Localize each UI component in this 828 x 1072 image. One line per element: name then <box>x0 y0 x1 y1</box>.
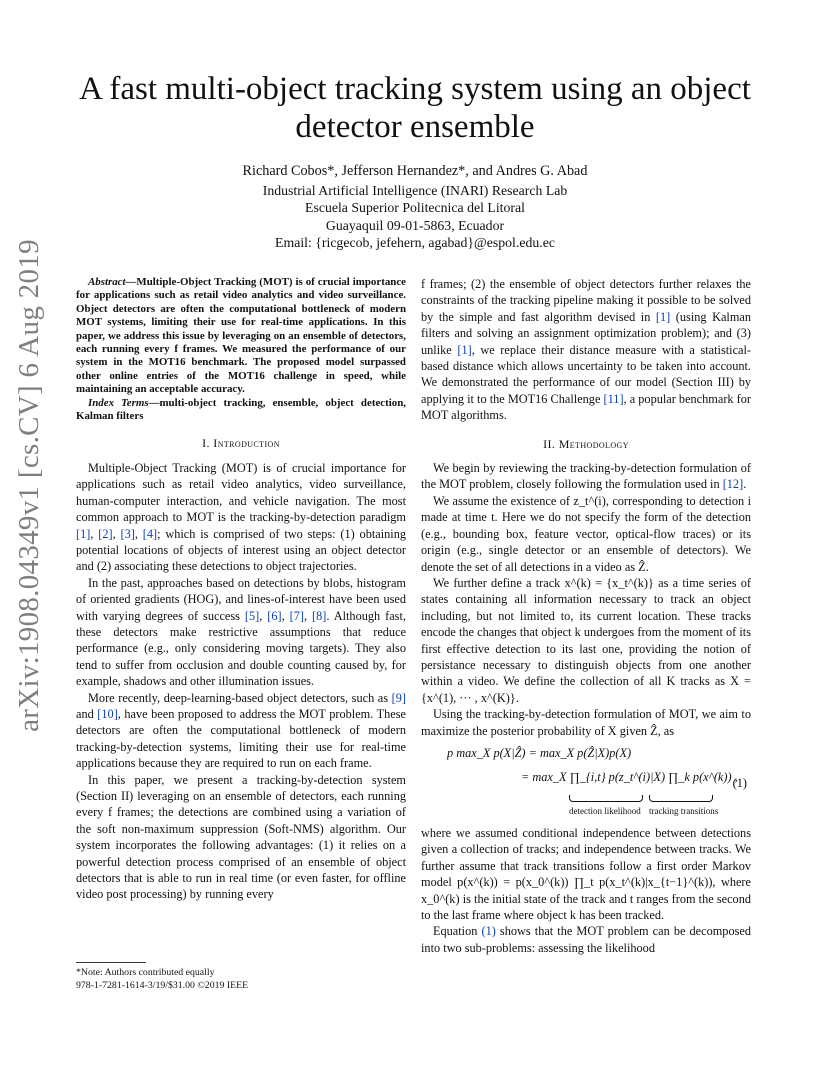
author-names: Richard Cobos*, Jefferson Hernandez*, and Andres G. Abad <box>242 163 588 179</box>
author-affiliation-city: Guayaquil 09-01-5863, Ecuador <box>325 217 505 233</box>
text-run: We begin by reviewing the tracking-by-detection formulation of the MOT problem, closely following the formulation used in <box>421 461 751 492</box>
text-run: shows that the MOT problem can be decomposed into two sub-problems: assessing the likelihood <box>421 924 751 955</box>
citation-link[interactable]: [3] <box>120 526 135 541</box>
left-column <box>76 276 406 903</box>
index-terms <box>76 397 406 424</box>
author-email: Email: {ricgecob, jefehern, agabad}@espol.edu.ec <box>275 235 555 251</box>
arxiv-identifier-text: arXiv:1908.04349v1 [cs.CV] 6 Aug 2019 <box>12 238 45 732</box>
intro-paragraph-4-continued <box>421 276 751 424</box>
citation-link[interactable]: [2] <box>98 526 113 541</box>
text-run: (using Kalman filters and solving an assignment optimization problem); and (3) unlike <box>421 309 752 357</box>
paper-title: A fast multi-object tracking system using an object detector ensemble <box>79 71 751 145</box>
method-paragraph-2: We assume the existence of z_t^(i), corresponding to detection i made at time t. Here we do not specify the form of the detection (e.g., bounding box, feature vector, optical-flow traces) or its origin (e.g., single detector or an ensemble of detectors). We denote the set of all detections in a video as Ẑ. <box>421 493 751 574</box>
text-run: In the past, approaches based on detections by blobs, histogram of oriented gradients (HOG), and lines-of-interest have been used with varying degrees of success <box>76 575 406 623</box>
arxiv-identifier-stamp <box>6 180 52 790</box>
citation-link[interactable]: [5] <box>244 608 260 623</box>
abstract-text: —Multiple-Object Tracking (MOT) is of crucial importance for applications such as retail video analytics and video surveillance. Object detectors are often the computational bottleneck of modern MOT systems, limiting their use for real-time applications. In this paper, we address this issue by leveraging on an ensemble of detectors, each running every f frames. We measured the performance of our system in the MOT16 benchmark. The proposed model surpassed other online entries of the MOT16 challenge in speed, while maintaining an acceptable accuracy. <box>76 276 406 396</box>
citation-link[interactable]: [1] <box>457 342 472 357</box>
citation-link[interactable]: [1] <box>655 309 671 324</box>
citation-link[interactable]: [12] <box>722 477 744 492</box>
index-terms-lead: Index Terms <box>88 396 149 409</box>
citation-link[interactable]: [10] <box>97 706 118 721</box>
method-paragraph-5: where we assumed conditional independence between detections given a collection of tracks; and independence between tracks. We further assume that track transitions follow a first order Markov model p(x^(k)) = p(x_0^(k)) ∏_t p(x_t^(k)|x_{t−1}^(k)), where x_0^(k) is the initial state of the track and t ranges from the second to the last frame where object k has been tracked. <box>421 825 751 922</box>
citation-link[interactable]: [4] <box>142 526 158 541</box>
equation-line-1: p max_X p(X|Ẑ) = max_X p(Ẑ|X)p(X) <box>447 745 632 760</box>
text-run: , have been proposed to address the MOT problem. These detectors are often the computational bottleneck of modern tracking-by-detection systems, limiting their use for real-time applications because they are required to run on each frame. <box>76 706 406 771</box>
index-terms-text: —multi-object tracking, ensemble, object detection, Kalman filters <box>76 396 406 423</box>
citation-link[interactable]: [8] <box>312 608 327 623</box>
equation-label-tracking-transitions: tracking transitions <box>649 805 719 816</box>
intro-paragraph-4: In this paper, we present a tracking-by-detection system (Section II) leveraging on an ensemble of detectors, each running every f frames; the detections are combined using a variation of the soft non-maximum suppression (Soft-NMS) algorithm. Our system incorporates the following advantages: (1) it relies on a powerful detection process comprised of an ensemble of object detectors that is able to run in real time (or even faster, for offline video post processing) by running every <box>76 772 406 902</box>
text-run: , we replace their distance measure with a statistical-based distance which allows uncertainty to be taken into account. We demonstrated the performance of our model (Section III) by applying it to the MOT16 Challenge <box>421 342 752 406</box>
author-block <box>160 163 670 252</box>
intro-paragraph-1: Multiple-Object Tracking (MOT) is of crucial importance for applications such as retail video analytics, video surveillance, human-computer interaction, and vehicle navigation. The most common approach to MOT is the tracking-by-detection paradigm [1], [2], [3], [4]; which is comprised of two steps: (1) obtaining potential locations of objects of interest using an object detector and (2) associating these detections to object trajectories. <box>76 460 407 574</box>
underbrace-tracking <box>649 795 713 802</box>
equation-label-detection-likelihood: detection likelihood <box>569 805 641 816</box>
equation-line-2: = max_X ∏_{i,t} p(z_t^(i)|X) ∏_k p(x^(k)) , <box>521 769 738 784</box>
citation-link[interactable]: [9] <box>391 690 406 705</box>
underbrace-detection <box>569 795 643 802</box>
intro-paragraph-2: In the past, approaches based on detections by blobs, histogram of oriented gradients (HOG), and lines-of-interest have been used with varying degrees of success [5], [6], [7], [8]. Although fast, these detectors make restrictive assumptions that reduce performance (e.g., only considering moving targets). They also tend to suffer from occlusion and double counting caused by, for example, shadows and other illumination issues. <box>76 575 406 689</box>
method-paragraph-3: We further define a track x^(k) = {x_t^(k)} as a time series of states containing all information necessary to track an object including, but not limited to, its current location. These tracks encode the changes that object k undergoes from the moment of its first effective detection to its last one, providing the notion of persistance necessary to distinguish objects from one another within a video. We define the collection of all K tracks as X = {x^(1), ··· , x^(K)}. <box>421 575 751 705</box>
text-run: More recently, deep-learning-based object detectors, such as <box>88 690 392 705</box>
text-run: . Although fast, these detectors make restrictive assumptions that reduce performance (e.g., only considering moving targets). They also tend to suffer from occlusion and double counting caused by, for example, shadows and other illumination issues. <box>76 608 406 689</box>
footnote-isbn: 978-1-7281-1614-3/19/$31.00 ©2019 IEEE <box>76 980 249 991</box>
footnote-block <box>76 962 406 992</box>
intro-paragraph-3: More recently, deep-learning-based object detectors, such as [9] and [10], have been proposed to address the MOT problem. These detectors are often the computational bottleneck of modern tracking-by-detection systems, limiting their use for real-time applications because they are required to run on each frame. <box>76 690 406 771</box>
method-paragraph-6 <box>421 923 751 956</box>
equation-number: (1) <box>732 775 747 790</box>
text-run: f frames; (2) the ensemble of object detectors further relaxes the constraints of the tracking pipeline making it possible to be solved by the simple and fast algorithm devised in <box>421 277 751 324</box>
equation-1 <box>421 745 751 821</box>
citation-link[interactable]: [11] <box>603 391 624 406</box>
citation-link[interactable]: [6] <box>267 608 282 623</box>
text-run: ; which is comprised of two steps: (1) obtaining potential locations of objects of interest using an object detector and (2) associating these detections to object trajectories. <box>76 526 407 574</box>
section-heading-introduction: I. Introduction <box>202 436 280 451</box>
method-paragraph-1 <box>421 460 751 493</box>
author-affiliation-lab: Industrial Artificial Intelligence (INARI) Research Lab <box>262 182 568 198</box>
abstract <box>76 276 406 397</box>
citation-link[interactable]: [1] <box>76 526 91 541</box>
abstract-lead: Abstract <box>88 276 126 288</box>
equation-reference-link[interactable]: (1) <box>481 924 496 939</box>
right-column <box>421 276 751 956</box>
footnote-note: *Note: Authors contributed equally <box>76 967 215 978</box>
method-paragraph-4: Using the tracking-by-detection formulation of MOT, we aim to maximize the posterior probability of X given Ẑ, as <box>421 707 751 738</box>
author-affiliation-school: Escuela Superior Politecnica del Litoral <box>305 200 525 216</box>
citation-link[interactable]: [7] <box>289 608 304 623</box>
text-run: . <box>743 477 747 492</box>
footnote-rule <box>76 962 146 963</box>
section-heading-methodology: II. Methodology <box>543 436 629 451</box>
text-run: , a popular benchmark for MOT algorithms. <box>421 391 751 423</box>
text-run: Equation <box>433 924 482 939</box>
text-run: Multiple-Object Tracking (MOT) is of crucial importance for applications such as retail video analytics, video surveillance, human-computer interaction, and vehicle navigation. The most common approach to MOT is the tracking-by-detection paradigm <box>76 460 406 525</box>
